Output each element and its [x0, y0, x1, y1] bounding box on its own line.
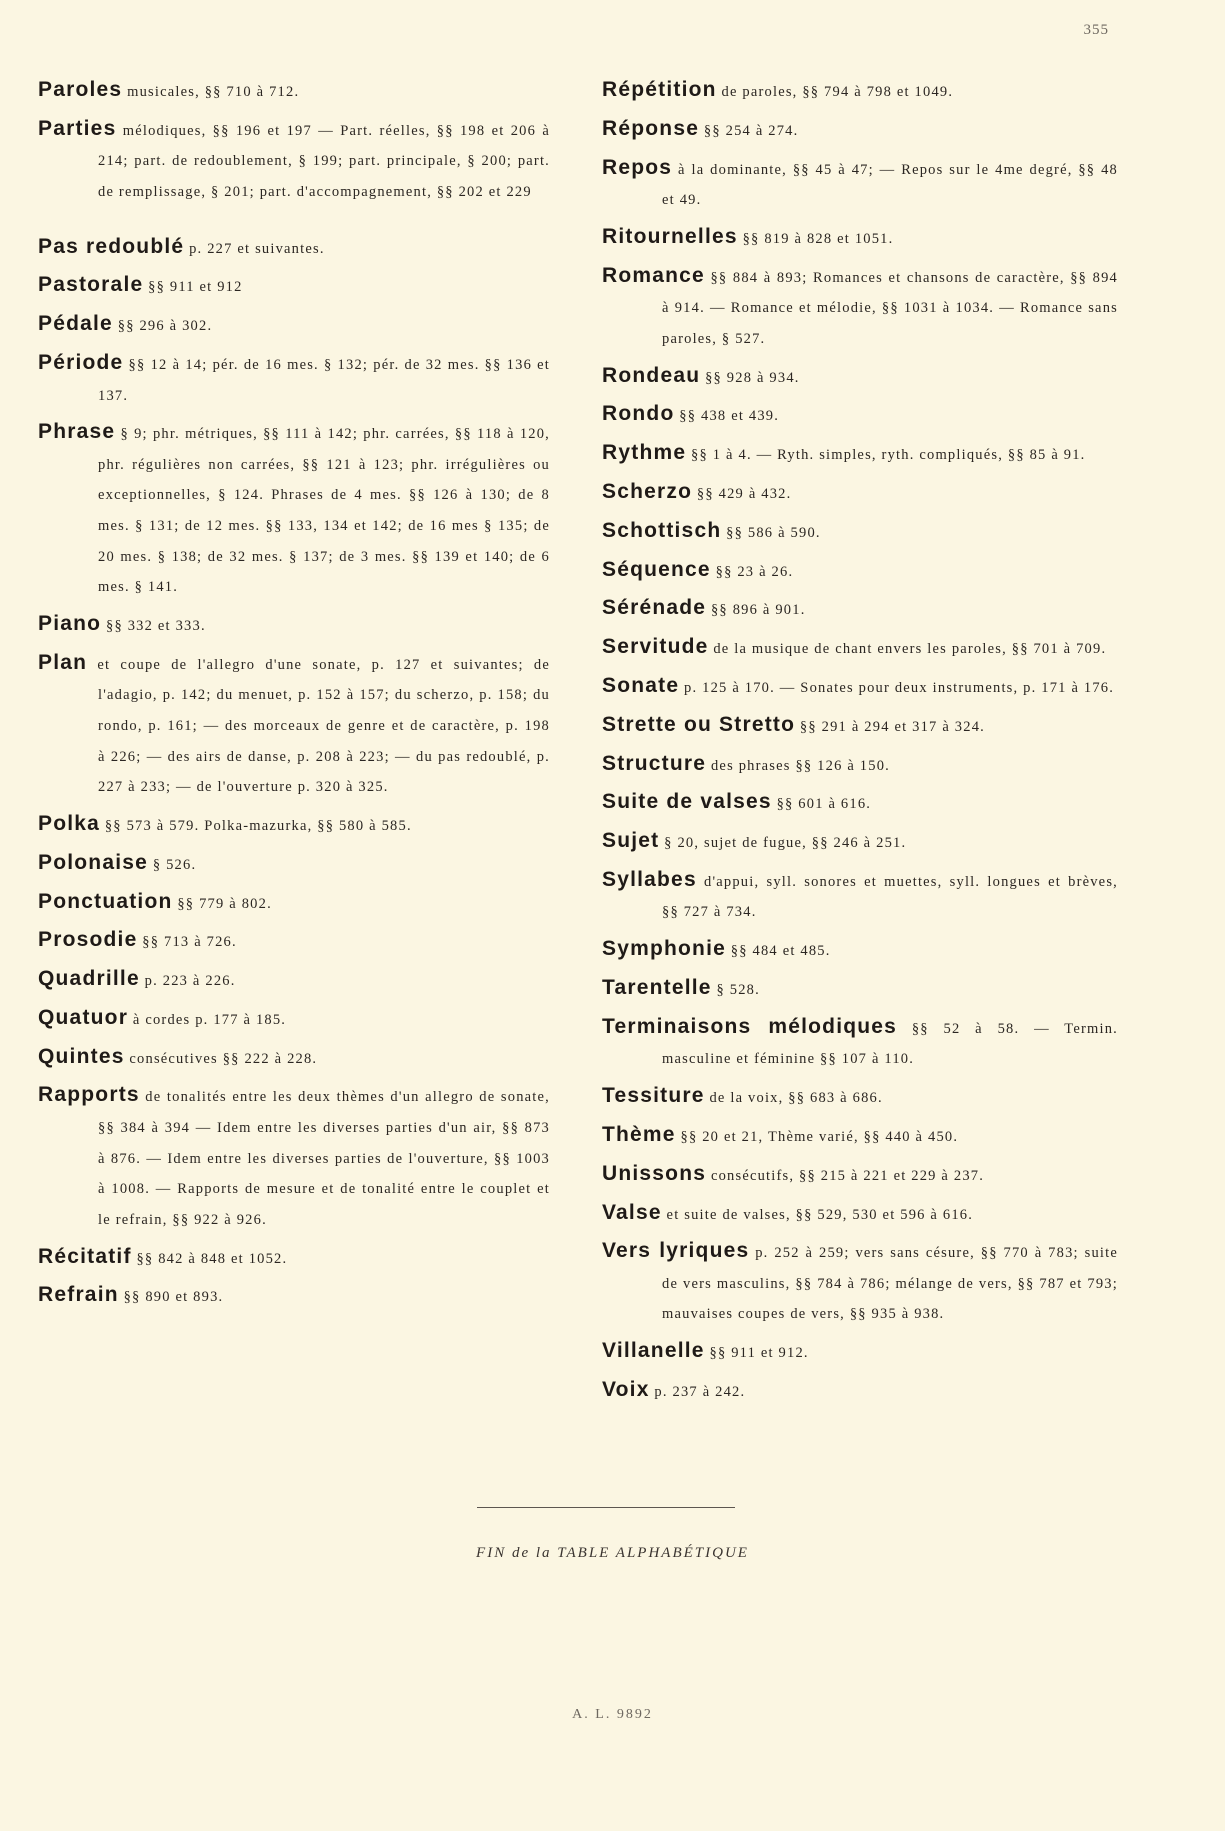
index-entry: [602, 935, 1118, 966]
entry-heading: Suite de valses: [602, 790, 772, 814]
index-entry: [602, 262, 1118, 354]
index-entry: [38, 1004, 550, 1035]
entry-heading: Terminaisons mélodiques: [602, 1014, 898, 1038]
index-entry: [602, 556, 1118, 587]
entry-heading: Prosodie: [38, 928, 138, 952]
entry-references: §§ 573 à 579. Polka-mazurka, §§ 580 à 585.: [100, 817, 412, 834]
index-entry: [602, 633, 1118, 664]
entry-heading: Pastorale: [38, 273, 144, 297]
entry-heading: Rondeau: [602, 363, 701, 387]
entry-heading: Plan: [38, 650, 88, 674]
entry-references: §§ 586 à 590.: [721, 524, 821, 541]
index-entry: [38, 926, 550, 957]
entry-references: §§ 429 à 432.: [692, 486, 792, 503]
entry-references: à la dominante, §§ 45 à 47; — Repos sur le 4me degré, §§ 48 et 49.: [662, 161, 1118, 209]
footer-text: FIN de la TABLE ALPHABÉTIQUE: [476, 1545, 749, 1561]
entry-heading: Scherzo: [602, 480, 693, 504]
left-column: [38, 76, 550, 1415]
entry-references: §§ 484 et 485.: [725, 943, 831, 960]
entry-heading: Refrain: [38, 1283, 119, 1307]
entry-heading: Réponse: [602, 116, 700, 140]
entry-references: mélodiques, §§ 196 et 197 — Part. réelles, §§ 198 et 206 à 214; part. de redoublement, § 199; part. principale, § 200; part. de remplissage, § 201; part. d'accompagnement, §§ 202 et 229: [98, 122, 550, 200]
entry-heading: Rythme: [602, 441, 687, 465]
entry-references: §§ 254 à 274.: [699, 122, 799, 139]
index-entry: [38, 810, 550, 841]
entry-references: §§ 20 et 21, Thème varié, §§ 440 à 450.: [675, 1128, 959, 1145]
entry-heading: Quadrille: [38, 967, 140, 991]
entry-references: d'appui, syll. sonores et muettes, syll. longues et brèves, §§ 727 à 734.: [662, 873, 1118, 921]
entry-heading: Polonaise: [38, 850, 148, 874]
entry-references: §§ 332 et 333.: [101, 618, 206, 635]
index-entry: [38, 349, 550, 410]
index-entry: [602, 711, 1118, 742]
entry-heading: Valse: [602, 1200, 662, 1224]
plate-code: A. L. 9892: [572, 1707, 653, 1722]
entry-heading: Sonate: [602, 673, 680, 697]
entry-references: de paroles, §§ 794 à 798 et 1049.: [716, 84, 954, 100]
entry-heading: Récitatif: [38, 1244, 132, 1268]
index-entry: [602, 1237, 1118, 1329]
entry-references: § 9; phr. métriques, §§ 111 à 142; phr. carrées, §§ 118 à 120, phr. régulières non carrées, §§ 121 à 123; phr. irrégulières ou exceptionnelles, § 124. Phrases de 4 mes. §§ 126 à 130; de 8 mes. § 131; de 12 mes. §§ 133, 134 et 142; de 16 mes § 135; de 20 mes. § 138; de 32 mes. § 137; de 3 mes. §§ 139 et 140; de 6 mes. § 141.: [98, 426, 550, 596]
entry-references: § 526.: [148, 856, 197, 873]
entry-heading: Pas redoublé: [38, 234, 185, 258]
entry-heading: Paroles: [38, 78, 123, 101]
entry-references: §§ 890 et 893.: [118, 1289, 224, 1306]
entry-references: §§ 911 et 912: [143, 279, 243, 296]
index-entry: [38, 849, 550, 880]
entry-heading: Parties: [38, 116, 117, 140]
entry-references: §§ 842 à 848 et 1052.: [131, 1250, 288, 1267]
entry-references: p. 227 et suivantes.: [184, 240, 325, 257]
index-entry: [602, 115, 1118, 146]
entry-references: § 528.: [711, 982, 760, 998]
entry-references: §§ 713 à 726.: [137, 934, 237, 951]
index-entry: [38, 310, 550, 341]
index-entry: [38, 1243, 550, 1274]
entry-references: §§ 291 à 294 et 317 à 324.: [795, 718, 985, 735]
entry-references: §§ 819 à 828 et 1051.: [737, 230, 894, 247]
entry-references: et coupe de l'allegro d'une sonate, p. 127 et suivantes; de l'adagio, p. 142; du menuet, p. 152 à 157; du scherzo, p. 158; du rondo, p. 161; — des morceaux de genre et de caractère, p. 198 à 226; — des airs de danse, p. 208 à 223; — du pas redoublé, p. 227 à 233; — de l'ouverture p. 320 à 325.: [87, 656, 550, 796]
entry-references: §§ 928 à 934.: [700, 369, 800, 386]
index-entry: [602, 478, 1118, 509]
entry-heading: Sérénade: [602, 596, 707, 620]
index-entry: [602, 866, 1118, 927]
index-entry: [602, 517, 1118, 548]
index-entry: [38, 649, 550, 802]
index-entry: [38, 1281, 550, 1312]
index-entry: [602, 362, 1118, 393]
entry-heading: Tarentelle: [602, 976, 712, 999]
index-entry: [38, 271, 550, 302]
entry-references: musicales, §§ 710 à 712.: [122, 84, 300, 100]
entry-heading: Symphonie: [602, 937, 726, 961]
entry-heading: Polka: [38, 811, 101, 835]
index-columns: [38, 76, 1118, 1415]
index-entry: [602, 439, 1118, 470]
index-entry: [602, 672, 1118, 703]
entry-references: §§ 1 à 4. — Ryth. simples, ryth. compliqués, §§ 85 à 91.: [686, 447, 1086, 464]
entry-heading: Syllabes: [602, 867, 697, 891]
entry-heading: Quintes: [38, 1044, 125, 1068]
entry-heading: Schottisch: [602, 518, 722, 542]
index-entry: [602, 1199, 1118, 1230]
entry-heading: Villanelle: [602, 1339, 705, 1363]
entry-references: §§ 12 à 14; pér. de 16 mes. § 132; pér. de 32 mes. §§ 136 et 137.: [98, 356, 550, 404]
entry-heading: Tessiture: [602, 1084, 705, 1108]
entry-heading: Voix: [602, 1378, 650, 1402]
entry-heading: Structure: [602, 751, 707, 775]
entry-heading: Romance: [602, 263, 705, 287]
entry-heading: Servitude: [602, 635, 709, 659]
entry-references: p. 223 à 226.: [139, 973, 236, 990]
entry-references: §§ 911 et 912.: [704, 1345, 809, 1362]
entry-heading: Quatuor: [38, 1005, 129, 1029]
index-entry: [38, 233, 550, 264]
entry-heading: Rapports: [38, 1083, 140, 1107]
entry-references: §§ 601 à 616.: [771, 796, 872, 813]
entry-heading: Piano: [38, 612, 102, 636]
footer-rule: [477, 1507, 735, 1508]
index-entry: [602, 1160, 1118, 1191]
index-entry: [602, 76, 1118, 107]
index-entry: [602, 750, 1118, 781]
index-entry: [602, 974, 1118, 1005]
index-entry: [602, 400, 1118, 431]
entry-heading: Ritournelles: [602, 224, 738, 248]
entry-references: de la musique de chant envers les paroles, §§ 701 à 709.: [708, 641, 1107, 658]
index-entry: [602, 1121, 1118, 1152]
index-entry: [38, 1081, 550, 1234]
index-entry: [602, 594, 1118, 625]
entry-references: §§ 779 à 802.: [172, 895, 272, 912]
entry-references: p. 125 à 170. — Sonates pour deux instruments, p. 171 à 176.: [679, 679, 1115, 696]
entry-references: §§ 896 à 901.: [706, 602, 806, 619]
entry-heading: Sujet: [602, 829, 660, 853]
entry-references: des phrases §§ 126 à 150.: [706, 757, 890, 774]
index-entry: [602, 154, 1118, 215]
entry-heading: Séquence: [602, 557, 711, 581]
entry-references: §§ 884 à 893; Romances et chansons de caractère, §§ 894 à 914. — Romance et mélodie, §§ 1031 à 1034. — Romance sans paroles, § 527.: [662, 269, 1118, 347]
entry-references: §§ 438 et 439.: [674, 408, 780, 425]
entry-references: § 20, sujet de fugue, §§ 246 à 251.: [659, 835, 907, 852]
entry-heading: Pédale: [38, 312, 113, 336]
entry-references: §§ 52 à 58. — Termin. masculine et féminine §§ 107 à 110.: [662, 1020, 1118, 1068]
index-entry: [602, 1013, 1118, 1074]
entry-heading: Strette ou Stretto: [602, 712, 796, 736]
entry-heading: Unissons: [602, 1161, 707, 1185]
entry-references: et suite de valses, §§ 529, 530 et 596 à 616.: [661, 1206, 974, 1223]
entry-references: p. 252 à 259; vers sans césure, §§ 770 à 783; suite de vers masculins, §§ 784 à 786; mélange de vers, §§ 787 et 793; mauvaises coupes de vers, §§ 935 à 938.: [662, 1245, 1118, 1323]
index-entry: [38, 115, 550, 207]
index-entry: [38, 76, 550, 107]
entry-references: p. 237 à 242.: [649, 1384, 746, 1401]
index-entry: [602, 1082, 1118, 1113]
index-entry: [602, 827, 1118, 858]
index-entry: [38, 418, 550, 602]
entry-references: consécutifs, §§ 215 à 221 et 229 à 237.: [706, 1167, 985, 1184]
index-entry: [602, 1376, 1118, 1407]
entry-heading: Thème: [602, 1122, 676, 1146]
entry-heading: Répétition: [602, 78, 717, 101]
entry-references: consécutives §§ 222 à 228.: [124, 1050, 318, 1067]
index-entry: [38, 1043, 550, 1074]
index-entry: [602, 788, 1118, 819]
entry-heading: Ponctuation: [38, 889, 173, 913]
entry-references: à cordes p. 177 à 185.: [128, 1011, 287, 1028]
entry-heading: Repos: [602, 155, 673, 179]
index-entry: [38, 965, 550, 996]
index-entry: [602, 223, 1118, 254]
index-entry: [602, 1337, 1118, 1368]
entry-references: §§ 296 à 302.: [112, 318, 213, 335]
entry-heading: Période: [38, 350, 124, 374]
right-column: [602, 76, 1118, 1415]
page-number: 355: [1083, 22, 1109, 38]
index-entry: [38, 888, 550, 919]
index-entry: [38, 610, 550, 641]
entry-heading: Phrase: [38, 420, 116, 444]
entry-references: §§ 23 à 26.: [710, 563, 794, 580]
entry-references: de tonalités entre les deux thèmes d'un allegro de sonate, §§ 384 à 394 — Idem entre les diverses parties d'un air, §§ 873 à 876. — Idem entre les diverses parties de l'ouverture, §§ 1003 à 1008. — Rapports de mesure et de tonalité entre le couplet et le refrain, §§ 922 à 926.: [98, 1089, 550, 1228]
entry-heading: Rondo: [602, 402, 675, 426]
entry-heading: Vers lyriques: [602, 1239, 750, 1263]
entry-references: de la voix, §§ 683 à 686.: [704, 1090, 883, 1107]
